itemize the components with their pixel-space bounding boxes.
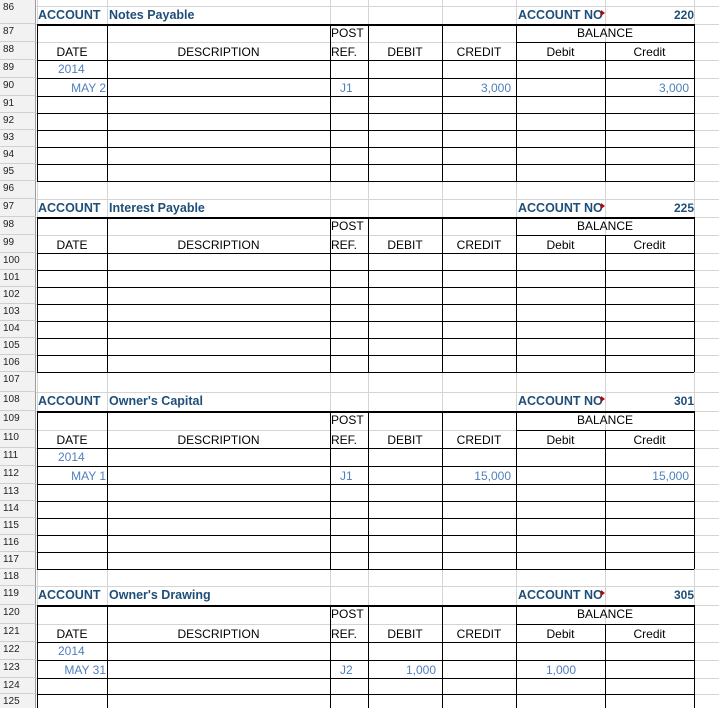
- account-label: ACCOUNT: [38, 201, 101, 215]
- account-name: Owner's Drawing: [109, 588, 211, 602]
- row-header[interactable]: 93: [0, 130, 36, 147]
- ledger-row-line: [37, 287, 694, 288]
- row-header[interactable]: 102: [0, 287, 36, 304]
- ledger-row-line: [37, 164, 694, 165]
- row-header[interactable]: 123: [0, 660, 36, 678]
- description-header: DESCRIPTION: [177, 45, 260, 59]
- ledger-row-line: [37, 518, 694, 519]
- entry-balance-credit[interactable]: 15,000: [652, 469, 689, 483]
- ledger-row-line: [37, 147, 694, 148]
- row-header[interactable]: 109: [0, 411, 36, 430]
- ledger-row-line: [37, 694, 694, 695]
- ledger-column-line: [694, 217, 695, 372]
- row-header[interactable]: 98: [0, 217, 36, 235]
- debit-header: DEBIT: [387, 238, 423, 252]
- ledger-row-line: [37, 484, 694, 485]
- post-ref-header: REF.: [331, 238, 358, 252]
- row-header[interactable]: 89: [0, 60, 36, 78]
- row-header[interactable]: 90: [0, 78, 36, 96]
- ledger-row-line: [37, 338, 694, 339]
- entry-date[interactable]: MAY 1: [71, 469, 106, 483]
- description-header: DESCRIPTION: [177, 238, 260, 252]
- post-label: POST: [331, 26, 364, 40]
- row-header[interactable]: 108: [0, 392, 36, 411]
- year-cell[interactable]: 2014: [58, 450, 85, 464]
- entry-balance-debit[interactable]: 1,000: [545, 663, 577, 677]
- balance-credit-header: Credit: [633, 45, 666, 59]
- balance-credit-header: Credit: [633, 238, 666, 252]
- ledger-row-line: [37, 270, 694, 271]
- row-header[interactable]: 95: [0, 164, 36, 181]
- date-header: DATE: [56, 45, 88, 59]
- entry-credit[interactable]: 3,000: [480, 81, 511, 95]
- row-header[interactable]: 122: [0, 642, 36, 660]
- row-header[interactable]: 88: [0, 42, 36, 60]
- row-header[interactable]: 125: [0, 694, 36, 708]
- row-header[interactable]: 87: [0, 24, 36, 42]
- ledger-row-line: [37, 535, 694, 536]
- row-header[interactable]: 115: [0, 518, 36, 535]
- credit-header: CREDIT: [456, 627, 502, 641]
- account-number: 301: [673, 394, 694, 408]
- comment-indicator-icon: [601, 396, 605, 402]
- row-header[interactable]: 91: [0, 96, 36, 113]
- row-header[interactable]: 105: [0, 338, 36, 355]
- ledger-column-line: [605, 42, 606, 181]
- row-header[interactable]: 112: [0, 466, 36, 484]
- comment-indicator-icon: [601, 10, 605, 16]
- ledger-column-line: [605, 430, 606, 569]
- ledger-column-line: [694, 605, 695, 708]
- ledger-column-line: [694, 411, 695, 569]
- row-header[interactable]: 103: [0, 304, 36, 321]
- row-header[interactable]: 124: [0, 678, 36, 694]
- balance-label: BALANCE: [576, 607, 634, 621]
- ledger-column-line: [107, 605, 108, 708]
- ledger-column-line: [605, 235, 606, 372]
- row-header[interactable]: 92: [0, 113, 36, 130]
- balance-credit-header: Credit: [633, 433, 666, 447]
- row-header[interactable]: 110: [0, 430, 36, 448]
- row-header[interactable]: 116: [0, 535, 36, 552]
- credit-header: CREDIT: [456, 433, 502, 447]
- date-header: DATE: [56, 433, 88, 447]
- entry-post-ref[interactable]: J2: [340, 663, 353, 677]
- balance-debit-header: Debit: [546, 238, 575, 252]
- ledger-column-line: [368, 605, 369, 708]
- post-label: POST: [331, 607, 364, 621]
- row-header[interactable]: 94: [0, 147, 36, 164]
- row-header[interactable]: 100: [0, 253, 36, 270]
- account-number: 305: [673, 588, 694, 602]
- account-number: 225: [673, 201, 694, 215]
- account-no-label: ACCOUNT NO: [518, 8, 603, 22]
- balance-debit-header: Debit: [546, 433, 575, 447]
- comment-indicator-icon: [601, 590, 605, 596]
- post-label: POST: [331, 219, 364, 233]
- row-header[interactable]: 118: [0, 569, 36, 586]
- account-number: 220: [673, 8, 694, 22]
- account-label: ACCOUNT: [38, 8, 101, 22]
- entry-date[interactable]: MAY 31: [64, 663, 106, 677]
- ledger-row-line: [37, 372, 694, 373]
- row-header[interactable]: 113: [0, 484, 36, 501]
- row-header[interactable]: 104: [0, 321, 36, 338]
- row-header[interactable]: 96: [0, 181, 36, 199]
- date-header: DATE: [56, 627, 88, 641]
- ledger-row-line: [37, 321, 694, 322]
- row-header[interactable]: 86: [0, 0, 36, 24]
- post-ref-header: REF.: [331, 627, 358, 641]
- post-label: POST: [331, 413, 364, 427]
- entry-balance-credit[interactable]: 3,000: [658, 81, 689, 95]
- ledger-row-line: [37, 304, 694, 305]
- description-header: DESCRIPTION: [177, 627, 260, 641]
- entry-post-ref[interactable]: J1: [340, 81, 353, 95]
- year-cell[interactable]: 2014: [58, 62, 85, 76]
- row-header[interactable]: 106: [0, 355, 36, 372]
- row-header[interactable]: 119: [0, 586, 36, 605]
- account-name: Owner's Capital: [109, 394, 203, 408]
- ledger-row-line: [37, 501, 694, 502]
- ledger-row-line: [37, 113, 694, 114]
- ledger-row-line: [37, 355, 694, 356]
- row-header[interactable]: 121: [0, 624, 36, 642]
- row-header[interactable]: 117: [0, 552, 36, 569]
- entry-post-ref[interactable]: J1: [340, 469, 353, 483]
- account-label: ACCOUNT: [38, 394, 101, 408]
- debit-header: DEBIT: [387, 627, 423, 641]
- ledger-row-line: [37, 552, 694, 553]
- account-no-label: ACCOUNT NO: [518, 201, 603, 215]
- entry-date[interactable]: MAY 2: [71, 81, 106, 95]
- ledger-column-line: [694, 24, 695, 181]
- row-header[interactable]: 99: [0, 235, 36, 253]
- ledger-column-line: [37, 605, 38, 708]
- ledger-row-line: [37, 569, 694, 570]
- balance-debit-header: Debit: [546, 627, 575, 641]
- balance-label: BALANCE: [576, 413, 634, 427]
- balance-label: BALANCE: [576, 26, 634, 40]
- account-no-label: ACCOUNT NO: [518, 588, 603, 602]
- row-header[interactable]: 114: [0, 501, 36, 518]
- ledger-row-line: [37, 181, 694, 182]
- description-header: DESCRIPTION: [177, 433, 260, 447]
- account-label: ACCOUNT: [38, 588, 101, 602]
- row-header[interactable]: 107: [0, 372, 36, 392]
- year-cell[interactable]: 2014: [58, 644, 85, 658]
- post-ref-header: REF.: [331, 433, 358, 447]
- entry-credit[interactable]: 15,000: [474, 469, 511, 483]
- balance-debit-header: Debit: [546, 45, 575, 59]
- ledger-row-line: [37, 96, 694, 97]
- ledger-row-line: [37, 678, 694, 679]
- debit-header: DEBIT: [387, 45, 423, 59]
- row-header[interactable]: 101: [0, 270, 36, 287]
- ledger-row-line: [37, 130, 694, 131]
- ledger-column-line: [442, 605, 443, 708]
- row-header[interactable]: 120: [0, 605, 36, 624]
- row-header[interactable]: 111: [0, 448, 36, 466]
- date-header: DATE: [56, 238, 88, 252]
- account-name: Interest Payable: [109, 201, 205, 215]
- comment-indicator-icon: [601, 203, 605, 209]
- account-no-label: ACCOUNT NO: [518, 394, 603, 408]
- credit-header: CREDIT: [456, 45, 502, 59]
- post-ref-header: REF.: [331, 45, 358, 59]
- debit-header: DEBIT: [387, 433, 423, 447]
- entry-debit[interactable]: 1,000: [405, 663, 436, 677]
- credit-header: CREDIT: [456, 238, 502, 252]
- account-name: Notes Payable: [109, 8, 195, 22]
- row-header[interactable]: 97: [0, 199, 36, 217]
- balance-credit-header: Credit: [633, 627, 666, 641]
- balance-label: BALANCE: [576, 219, 634, 233]
